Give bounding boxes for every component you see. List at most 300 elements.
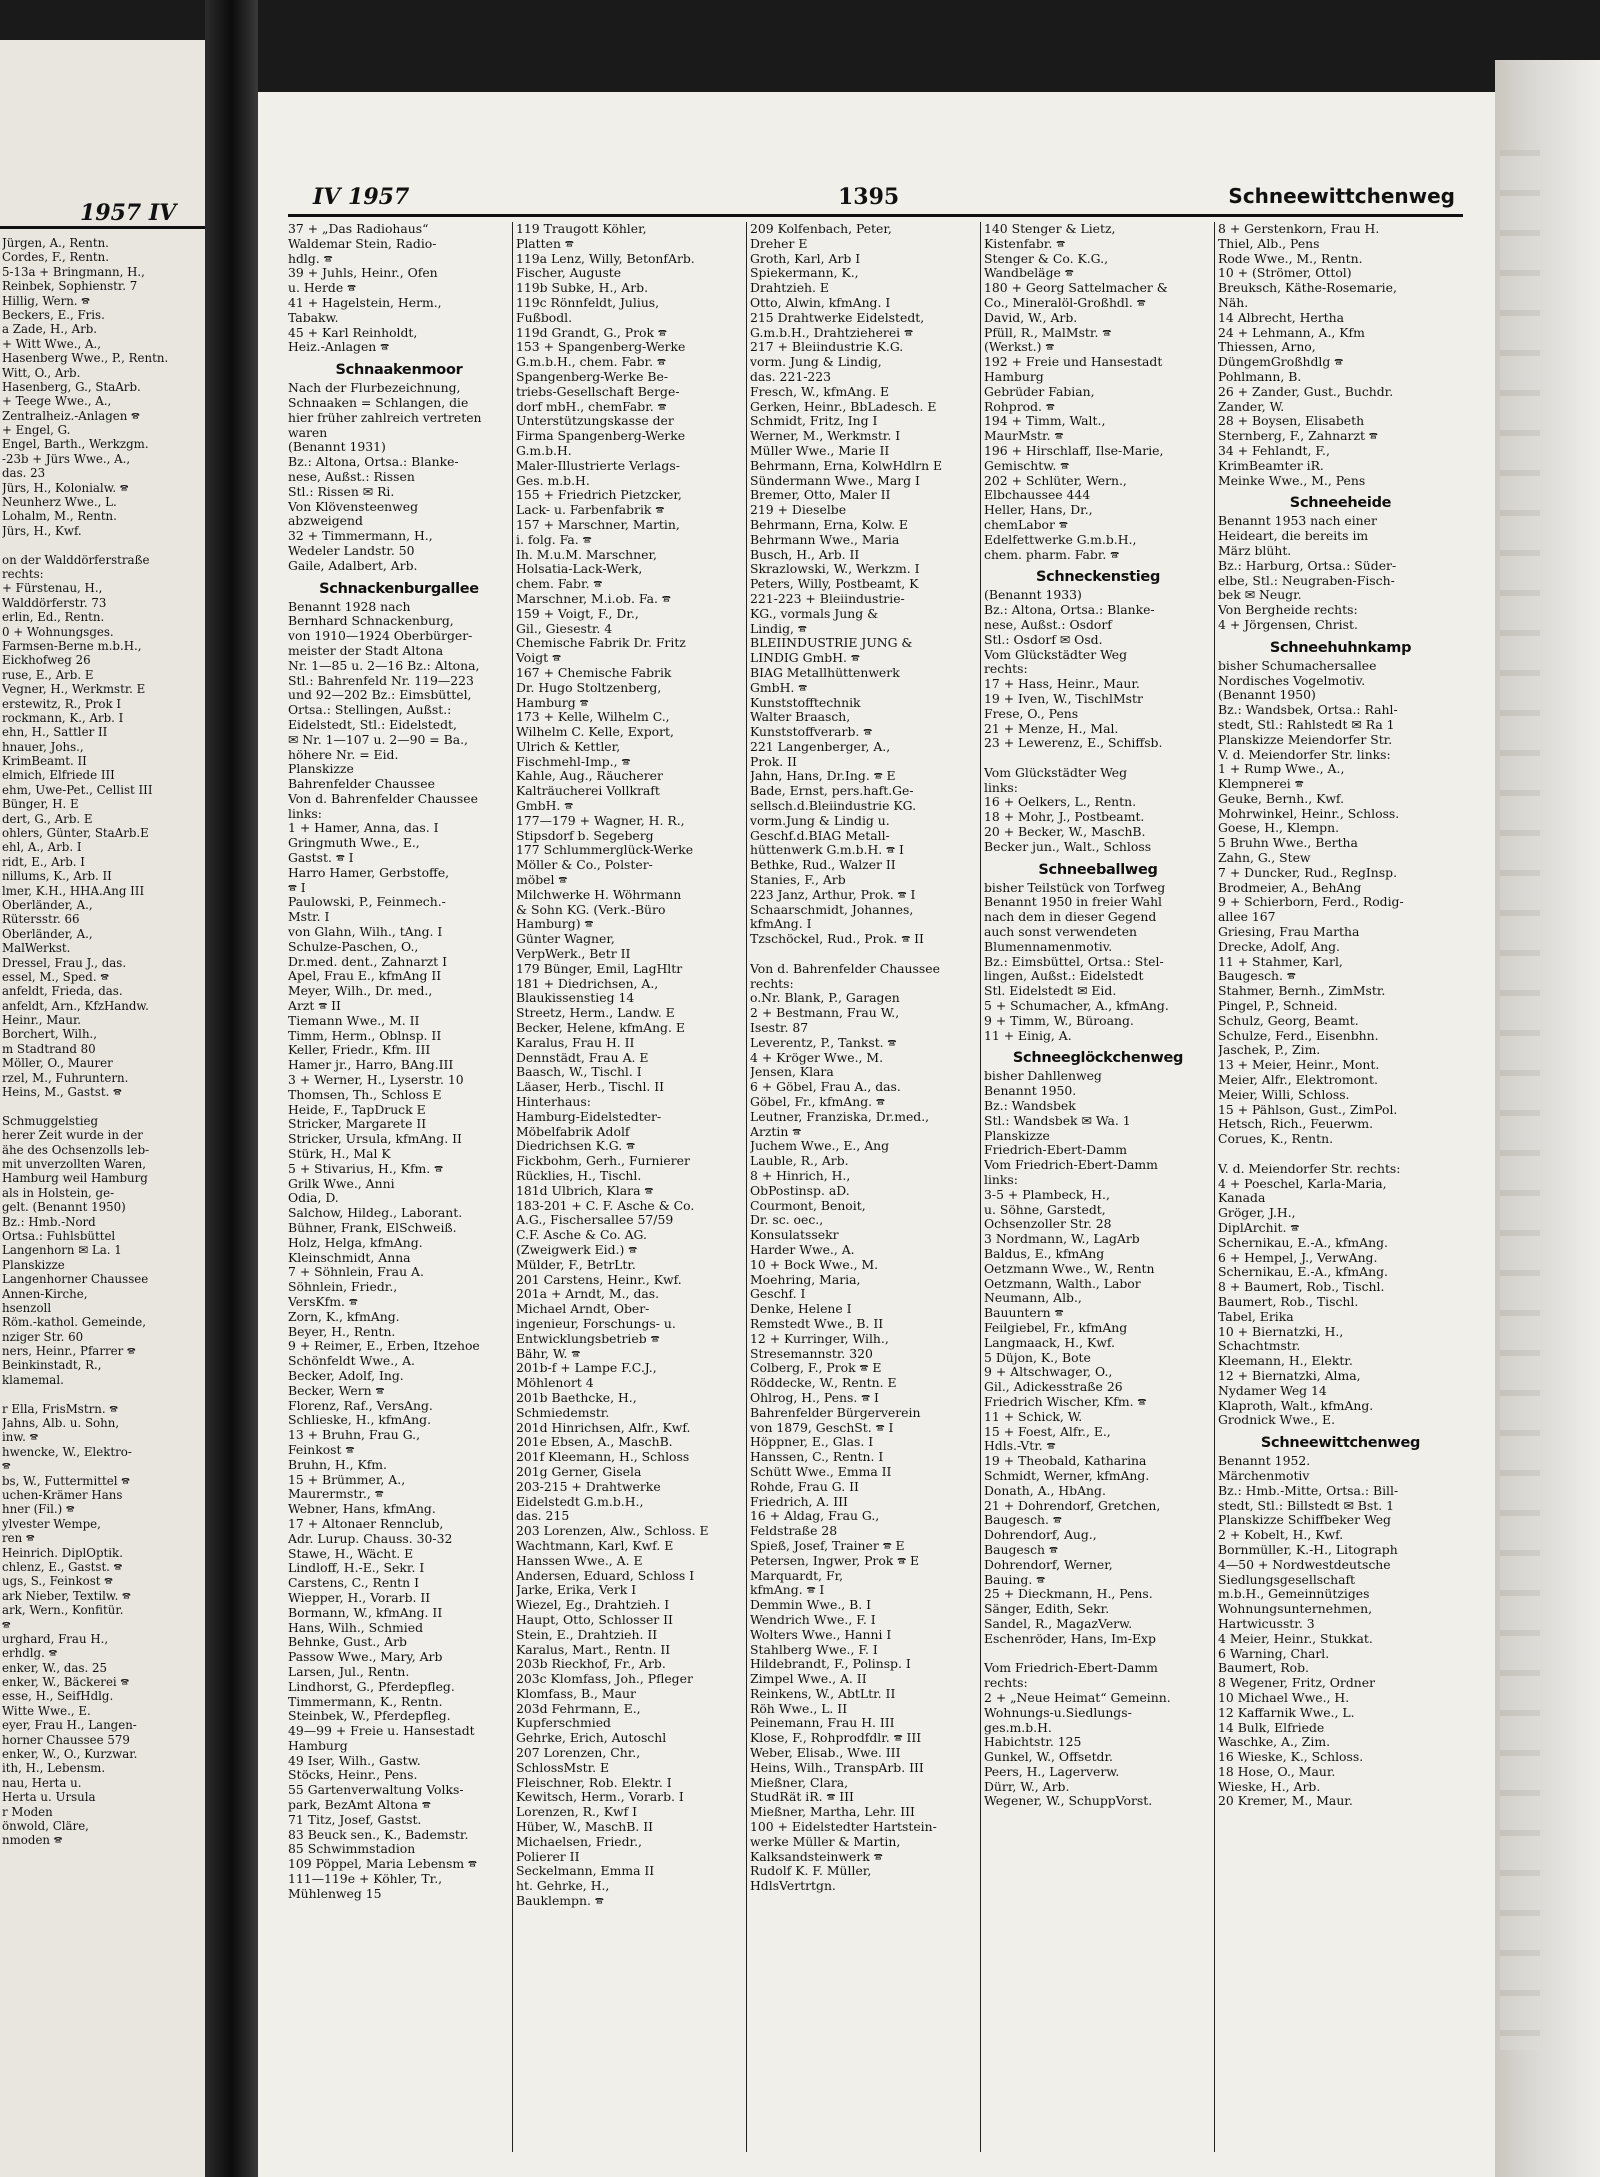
directory-entry: 71 Titz, Josef, Gastst. — [288, 1811, 422, 1827]
directory-entry: Paulowski, P., Feinmech.- — [288, 894, 446, 910]
directory-entry: Heinrich. DiplOptik. — [2, 1545, 123, 1560]
directory-entry: Lack- u. Farbenfabrik 🕿 — [516, 502, 665, 518]
directory-entry: Eidelstedt, Stl.: Eidelstedt, — [288, 716, 457, 732]
directory-entry: und 92—202 Bz.: Eimsbüttel, — [288, 687, 472, 703]
directory-entry: Adr. Lurup. Chauss. 30-32 — [288, 1530, 453, 1546]
directory-entry: 219 + Dieselbe — [750, 502, 847, 518]
directory-entry: Schmiedemstr. — [516, 1404, 610, 1420]
directory-entry: von 1910—1924 Oberbürger- — [288, 628, 473, 644]
directory-entry: Gebrüder Fabian, — [984, 383, 1095, 399]
directory-entry: 11 + Einig, A. — [984, 1027, 1072, 1043]
directory-entry: 9 + Timm, W., Büroang. — [984, 1012, 1134, 1028]
directory-entry: Habichtstr. 125 — [984, 1734, 1082, 1750]
directory-entry: 41 + Hagelstein, Herm., — [288, 294, 442, 310]
directory-entry: 10 + (Strömer, Ottol) — [1218, 265, 1352, 281]
directory-entry: vorm. Jung & Lindig, — [750, 354, 882, 370]
directory-entry: links: — [984, 1172, 1018, 1188]
directory-entry: r Ella, FrisMstrn. 🕿 — [2, 1401, 118, 1416]
directory-entry: Kalksandsteinwerk 🕿 — [750, 1848, 883, 1864]
directory-entry: Beckers, E., Fris. — [2, 307, 105, 322]
directory-column-3 — [750, 222, 978, 1894]
directory-entry: 19 + Iven, W., TischlMstr — [984, 690, 1143, 706]
directory-entry: C.F. Asche & Co. AG. — [516, 1227, 647, 1243]
directory-entry: + Fürstenau, H., — [2, 581, 103, 596]
directory-entry: 14 Bulk, Elfriede — [1218, 1719, 1325, 1735]
column-separator — [980, 222, 981, 2152]
directory-entry: 25 + Dieckmann, H., Pens. — [984, 1586, 1153, 1602]
directory-entry: Otto, Alwin, kfmAng. I — [750, 294, 891, 310]
directory-entry: Behrmann, Erna, Kolw. E — [750, 516, 908, 532]
directory-entry: Oetzmann Wwe., W., Rentn — [984, 1260, 1155, 1276]
directory-entry: abzweigend — [288, 513, 363, 529]
directory-entry: höhere Nr. = Eid. — [288, 746, 399, 762]
directory-entry: Prok. II — [750, 753, 797, 769]
directory-entry: Lohalm, M., Rentn. — [2, 509, 117, 524]
directory-entry: Stenger & Co. K.G., — [984, 250, 1109, 266]
directory-entry: Gringmuth Wwe., E., — [288, 835, 420, 851]
directory-entry: Remstedt Wwe., B. II — [750, 1315, 884, 1331]
directory-entry: Hartwicusstr. 3 — [1218, 1615, 1315, 1631]
directory-entry: Geschf.d.BIAG Metall- — [750, 827, 890, 843]
directory-entry: r Moden — [2, 1804, 53, 1819]
directory-entry: Bauuntern 🕿 — [984, 1305, 1064, 1321]
directory-entry: Gröger, J.H., — [1218, 1205, 1296, 1221]
directory-entry: 201e Ebsen, A., MaschB. — [516, 1434, 673, 1450]
directory-entry: Entwicklungsbetrieb 🕿 — [516, 1330, 660, 1346]
directory-entry: 159 + Voigt, F., Dr., — [516, 605, 639, 621]
directory-entry: Benannt 1952. — [1218, 1453, 1311, 1469]
directory-entry: urghard, Frau H., — [2, 1631, 109, 1646]
directory-entry: Wilhelm C. Kelle, Export, — [516, 724, 674, 740]
directory-entry: enker, W., Bäckerei 🕿 — [2, 1675, 129, 1690]
directory-entry: 119d Grandt, G., Prok 🕿 — [516, 324, 667, 340]
directory-entry: Stresemannstr. 320 — [750, 1345, 873, 1361]
directory-entry: Becker, Adolf, Ing. — [288, 1367, 404, 1383]
directory-entry: (Werkst.) 🕿 — [984, 339, 1055, 355]
directory-entry: Röddecke, W., Rentn. E — [750, 1375, 897, 1391]
directory-entry: Griesing, Frau Martha — [1218, 924, 1360, 940]
directory-entry: links: — [984, 779, 1018, 795]
directory-entry: nau, Herta u. — [2, 1775, 82, 1790]
directory-entry: 201a + Arndt, M., das. — [516, 1286, 660, 1302]
directory-entry: auch sonst verwendeten — [984, 924, 1138, 940]
directory-entry: Nr. 1—85 u. 2—16 Bz.: Altona, — [288, 657, 480, 673]
directory-entry: Baasch, W., Tischl. I — [516, 1064, 642, 1080]
directory-entry: Rücklies, H., Tischl. — [516, 1168, 642, 1183]
directory-entry: Stl.: Rissen ✉ Ri. — [288, 483, 395, 499]
directory-entry: 🕿 — [2, 1617, 11, 1632]
directory-entry: Walter Braasch, — [750, 709, 851, 725]
directory-entry: von 1879, GeschSt. 🕿 I — [750, 1419, 894, 1435]
column-separator — [1214, 222, 1215, 2152]
directory-entry: Zorn, K., kfmAng. — [288, 1308, 400, 1324]
left-page-header: 1957 IV — [80, 200, 177, 226]
directory-entry: m.b.H., Gemeinnütziges — [1218, 1586, 1370, 1602]
directory-entry: hwencke, W., Elektro- — [2, 1444, 132, 1459]
directory-entry: 17 + Hass, Heinr., Maur. — [984, 676, 1140, 692]
directory-entry: rockmann, K., Arb. I — [2, 710, 124, 725]
directory-entry: 109 Pöppel, Maria Lebensm 🕿 — [288, 1856, 477, 1872]
directory-entry: 203-215 + Drahtwerke — [516, 1478, 661, 1494]
directory-entry: KG., vormals Jung & — [750, 605, 879, 621]
directory-entry: Reinkens, W., AbtLtr. II — [750, 1685, 896, 1701]
directory-entry: Wegener, W., SchuppVorst. — [984, 1793, 1153, 1809]
directory-entry: Bz.: Harburg, Ortsa.: Süder- — [1218, 557, 1397, 573]
directory-entry: inw. 🕿 — [2, 1430, 39, 1445]
directory-entry: 11 + Stahmer, Karl, — [1218, 953, 1343, 969]
directory-entry: 215 Drahtwerke Eidelstedt, — [750, 309, 925, 325]
directory-entry: ruse, E., Arb. E — [2, 667, 94, 682]
directory-entry: Jahn, Hans, Dr.Ing. 🕿 E — [750, 768, 896, 784]
directory-entry: links: — [288, 805, 322, 821]
directory-entry: Lindhorst, G., Pferdepfleg. — [288, 1678, 455, 1694]
directory-entry: Odia, D. — [288, 1190, 339, 1206]
directory-entry: Behnke, Gust., Arb — [288, 1634, 407, 1650]
directory-entry: 21 + Dohrendorf, Gretchen, — [984, 1497, 1161, 1513]
directory-entry: Hamburg weil Hamburg — [2, 1171, 148, 1186]
directory-entry: 12 + Biernatzki, Alma, — [1218, 1367, 1361, 1383]
directory-entry: 16 + Oelkers, L., Rentn. — [984, 794, 1137, 810]
directory-entry: Bz.: Wandsbek — [984, 1098, 1076, 1114]
directory-entry — [2, 538, 202, 552]
directory-entry: waren — [288, 424, 328, 440]
directory-entry: Blumennamenmotiv. — [984, 938, 1113, 954]
directory-entry: Karalus, Frau H. II — [516, 1034, 635, 1050]
directory-entry: 5 Düjon, K., Bote — [984, 1349, 1091, 1365]
directory-entry: Harder Wwe., A. — [750, 1241, 855, 1257]
directory-entry: 181 + Diedrichsen, A., — [516, 975, 659, 991]
street-heading: Schneehuhnkamp — [1269, 639, 1412, 656]
directory-entry: 21 + Menze, H., Mal. — [984, 720, 1119, 736]
directory-entry: 32 + Timmermann, H., — [288, 528, 433, 544]
directory-entry: 6 + Göbel, Frau A., das. — [750, 1079, 901, 1095]
directory-entry: 19 + Theobald, Katharina — [984, 1453, 1147, 1469]
directory-entry: Günter Wagner, — [516, 931, 615, 947]
directory-entry: Skrazlowski, W., Werkzm. I — [750, 561, 920, 577]
directory-entry: März blüht. — [1218, 542, 1292, 558]
directory-entry: Weber, Elisab., Wwe. III — [750, 1745, 901, 1761]
directory-entry: ridt, E., Arb. I — [2, 854, 85, 869]
directory-entry: Hamburg) 🕿 — [516, 916, 594, 932]
directory-entry: 15 + Brümmer, A., — [288, 1471, 406, 1487]
directory-entry: Arztin 🕿 — [750, 1123, 802, 1139]
directory-entry: 5-13a + Bringmann, H., — [2, 264, 145, 279]
directory-entry: gelt. (Benannt 1950) — [2, 1200, 126, 1215]
directory-entry: Witt, O., Arb. — [2, 365, 81, 380]
directory-entry: Baugesch. 🕿 — [1218, 968, 1296, 984]
directory-entry: Bühner, Frank, ElSchweiß. — [288, 1220, 457, 1235]
directory-entry: Bormann, W., kfmAng. II — [288, 1604, 443, 1620]
directory-entry: Timmermann, K., Rentn. — [288, 1693, 443, 1709]
directory-entry: Söhnlein, Friedr., — [288, 1279, 398, 1295]
main-page — [258, 92, 1495, 2177]
directory-entry: Spangenberg-Werke Be- — [516, 368, 669, 384]
directory-entry: Seckelmann, Emma II — [516, 1863, 655, 1879]
directory-entry: 8 + Hinrich, H., — [750, 1168, 851, 1183]
directory-entry: Courmont, Benoit, — [750, 1197, 866, 1213]
directory-entry — [2, 1099, 202, 1113]
directory-entry: Pfüll, R., MalMstr. 🕿 — [984, 324, 1112, 340]
directory-entry: Borchert, Wilh., — [2, 1027, 98, 1042]
directory-entry: Dürr, W., Arb. — [984, 1778, 1070, 1794]
directory-entry: Höppner, E., Glas. I — [750, 1434, 874, 1450]
directory-entry: hdlg. 🕿 — [288, 250, 333, 266]
directory-entry: Hamburg 🕿 — [516, 694, 589, 710]
directory-entry: Gerken, Heinr., BbLadesch. E — [750, 398, 937, 414]
directory-entry: nziger Str. 60 — [2, 1329, 84, 1344]
directory-entry: Heide, F., TapDruck E — [288, 1101, 426, 1117]
directory-entry: Hetsch, Rich., Feuerwm. — [1218, 1116, 1374, 1132]
directory-entry: Kahle, Aug., Räucherer — [516, 768, 663, 784]
directory-entry: Dennstädt, Frau A. E — [516, 1049, 649, 1065]
directory-entry: Schachtmstr. — [1218, 1338, 1301, 1354]
directory-entry: Jürs, H., Kolonialw. 🕿 — [2, 480, 129, 495]
directory-entry: 6 Warning, Charl. — [1218, 1645, 1330, 1661]
directory-entry: Fickbohm, Gerh., Furnierer — [516, 1153, 690, 1169]
directory-entry: ehn, H., Sattler II — [2, 725, 108, 740]
directory-entry: Fleischner, Rob. Elektr. I — [516, 1774, 672, 1790]
directory-entry: Hdls.-Vtr. 🕿 — [984, 1438, 1056, 1454]
directory-entry: enker, W., das. 25 — [2, 1660, 108, 1675]
directory-entry: Baumert, Rob., Tischl. — [1218, 1293, 1359, 1309]
directory-entry: bisher Schumachersallee — [1218, 657, 1377, 673]
directory-entry: nmoden 🕿 — [2, 1833, 63, 1848]
directory-entry: Gaile, Adalbert, Arb. — [288, 557, 418, 573]
street-heading: Schneeglöckchenweg — [1012, 1050, 1184, 1067]
directory-entry: Schernikau, E.-A., kfmAng. — [1218, 1234, 1388, 1250]
directory-entry: Werner, M., Werkmstr. I — [750, 428, 901, 444]
directory-entry — [2, 1387, 202, 1401]
directory-entry: Baugesch. 🕿 — [984, 1512, 1062, 1528]
directory-entry: kfmAng. 🕿 I — [750, 1582, 825, 1598]
directory-entry: Larsen, Jul., Rentn. — [288, 1663, 410, 1679]
directory-entry: 157 + Marschner, Martin, — [516, 516, 680, 532]
directory-entry: 217 + Bleiindustrie K.G. — [750, 339, 904, 355]
directory-entry: hüttenwerk G.m.b.H. 🕿 I — [750, 842, 904, 858]
directory-entry: Farmsen-Berne m.b.H., — [2, 638, 142, 653]
left-header-rule — [0, 226, 205, 229]
directory-entry: Von d. Bahrenfelder Chaussee — [288, 790, 478, 806]
directory-entry: bisher Teilstück von Torfweg — [984, 879, 1166, 895]
directory-entry: Möller & Co., Polster- — [516, 857, 653, 873]
directory-entry: Heller, Hans, Dr., — [984, 502, 1093, 518]
directory-entry: Märchenmotiv — [1218, 1467, 1310, 1483]
directory-entry: Eickhofweg 26 — [2, 653, 91, 668]
directory-entry: u. Herde 🕿 — [288, 280, 356, 296]
directory-entry: 2 + Bestmann, Frau W., — [750, 1005, 900, 1021]
directory-entry: Stl. Eidelstedt ✉ Eid. — [984, 983, 1117, 999]
directory-entry: Fußbodl. — [516, 309, 573, 325]
directory-entry: Lorenzen, R., Kwf I — [516, 1804, 638, 1820]
directory-entry: Arzt 🕿 II — [288, 998, 341, 1014]
directory-entry: rzel, M., Fuhruntern. — [2, 1070, 129, 1085]
directory-entry: Bremer, Otto, Maler II — [750, 487, 891, 503]
directory-entry: Stahlberg Wwe., F. I — [750, 1641, 878, 1657]
directory-entry: Oberländer, A., — [2, 897, 93, 912]
directory-entry: nillums, K., Arb. II — [2, 869, 112, 884]
directory-entry: -23b + Jürs Wwe., A., — [2, 451, 131, 466]
directory-entry: Apel, Frau E., kfmAng II — [288, 968, 442, 984]
directory-entry: hier früher zahlreich vertreten — [288, 409, 482, 425]
directory-entry: ähe des Ochsenzolls leb- — [2, 1142, 150, 1157]
directory-entry: + Teege Wwe., A., — [2, 394, 112, 409]
directory-entry: Fresch, W., kfmAng. E — [750, 383, 890, 399]
directory-entry: Schönfeldt Wwe., A. — [288, 1353, 415, 1369]
directory-entry: Witte Wwe., E. — [2, 1703, 91, 1718]
directory-entry: 1 + Hamer, Anna, das. I — [288, 820, 439, 836]
directory-entry: Bz.: Eimsbüttel, Ortsa.: Stel- — [984, 953, 1164, 969]
directory-entry: Planskizze Schiffbeker Weg — [1218, 1512, 1391, 1528]
directory-entry: Co., Mineralöl-Großhdl. 🕿 — [984, 294, 1146, 310]
column-separator — [746, 222, 747, 2152]
directory-entry: 207 Lorenzen, Chr., — [516, 1745, 641, 1761]
directory-entry: ylvester Wempe, — [2, 1516, 101, 1531]
directory-entry: 221 Langenberger, A., — [750, 738, 891, 754]
directory-entry: Schlieske, H., kfmAng. — [288, 1412, 432, 1428]
directory-entry: 34 + Fehlandt, F., — [1218, 442, 1330, 458]
directory-entry: Holsatia-Lack-Werk, — [516, 561, 643, 577]
directory-entry: lingen, Außst.: Eidelstedt — [984, 968, 1144, 984]
directory-entry: Vom Glückstädter Weg — [984, 764, 1128, 780]
directory-entry: Pohlmann, B. — [1218, 368, 1302, 384]
directory-entry: 49—99 + Freie u. Hansestadt — [288, 1723, 475, 1739]
directory-entry: bek ✉ Neugr. — [1218, 587, 1302, 603]
directory-entry: Timm, Herm., Oblnsp. II — [288, 1027, 442, 1043]
street-heading: Schneeballweg — [1038, 861, 1158, 878]
directory-entry: Wolters Wwe., Hanni I — [750, 1626, 892, 1642]
directory-entry: Moehring, Maria, — [750, 1271, 861, 1287]
directory-entry: 177 Schlummerglück-Werke — [516, 842, 694, 858]
directory-entry: 177—179 + Wagner, H. R., — [516, 812, 685, 828]
directory-entry: Busch, H., Arb. II — [750, 546, 860, 562]
directory-entry: Zahn, G., Stew — [1218, 850, 1311, 866]
directory-entry: Colberg, F., Prok 🕿 E — [750, 1360, 882, 1376]
directory-entry: Nordisches Vogelmotiv. — [1218, 672, 1366, 688]
directory-entry: Maler-Illustrierte Verlags- — [516, 457, 680, 473]
directory-entry: Edelfettwerke G.m.b.H., — [984, 531, 1137, 547]
directory-entry: ners, Heinr., Pfarrer 🕿 — [2, 1344, 136, 1359]
directory-entry: Kewitsch, Herm., Vorarb. I — [516, 1789, 684, 1805]
directory-entry: 8 Wegener, Fritz, Ordner — [1218, 1675, 1376, 1691]
directory-entry: Dreher E — [750, 235, 808, 251]
directory-entry: Möbelfabrik Adolf — [516, 1123, 630, 1139]
directory-entry: Vom Glückstädter Weg — [984, 646, 1128, 662]
directory-entry: Firma Spangenberg-Werke — [516, 428, 686, 444]
left-page — [0, 40, 205, 2177]
directory-entry: Webner, Hans, kfmAng. — [288, 1501, 436, 1517]
directory-entry: Zimpel Wwe., A. II — [750, 1671, 867, 1687]
directory-entry: Andersen, Eduard, Schloss I — [516, 1567, 695, 1583]
directory-entry: eyer, Frau H., Langen- — [2, 1718, 137, 1733]
directory-entry: Heins, Wilh., TranspArb. III — [750, 1759, 924, 1775]
directory-entry: Heins, M., Gastst. 🕿 — [2, 1085, 122, 1100]
directory-entry: Bünger, H. E — [2, 797, 79, 812]
directory-entry: bisher Dahllenweg — [984, 1068, 1102, 1084]
directory-entry: Fischer, Auguste — [516, 265, 622, 281]
directory-entry: ✉ Nr. 1—107 u. 2—90 = Ba., — [288, 731, 468, 747]
directory-entry: (Zweigwerk Eid.) 🕿 — [516, 1241, 638, 1257]
directory-entry: Rütersstr. 66 — [2, 912, 80, 927]
directory-entry: Kalträucherei Vollkraft — [516, 783, 660, 799]
directory-entry: 14 Albrecht, Hertha — [1218, 309, 1344, 325]
scan-artifact — [1500, 150, 1540, 2050]
directory-entry: Mstr. I — [288, 909, 330, 925]
directory-entry: lmer, K.H., HHA.Ang III — [2, 883, 145, 898]
directory-entry: 119b Subke, H., Arb. — [516, 280, 649, 296]
directory-entry: Thomsen, Th., Schloss E — [288, 1086, 442, 1102]
directory-entry: Schmidt, Fritz, Ing I — [750, 413, 878, 429]
directory-entry: Benannt 1953 nach einer — [1218, 513, 1377, 529]
directory-entry: Stipsdorf b. Segeberg — [516, 827, 654, 843]
directory-entry: esse, H., SeifHdlg. — [2, 1689, 114, 1704]
directory-entry: MalWerkst. — [2, 941, 71, 956]
directory-entry: KrimBeamter iR. — [1218, 457, 1324, 473]
directory-entry: kfmAng. I — [750, 916, 812, 932]
directory-entry: Waschke, A., Zim. — [1218, 1734, 1331, 1750]
directory-entry: 201g Gerner, Gisela — [516, 1463, 642, 1479]
directory-entry: 194 + Timm, Walt., — [984, 413, 1106, 429]
directory-entry: ehm, Uwe-Pet., Cellist III — [2, 782, 153, 797]
directory-entry: Lindloff, H.-E., Sekr. I — [288, 1560, 425, 1576]
directory-entry: Marquardt, Fr, — [750, 1567, 844, 1583]
directory-entry: David, W., Arb. — [984, 309, 1078, 325]
directory-entry: 180 + Georg Sattelmacher & — [984, 280, 1168, 296]
directory-entry: Von Bergheide rechts: — [1218, 602, 1358, 618]
directory-entry: Kleinschmidt, Anna — [288, 1249, 411, 1265]
directory-entry: von Glahn, Wilh., tAng. I — [288, 924, 443, 940]
directory-entry: Dr. Hugo Stoltzenberg, — [516, 679, 662, 695]
directory-entry: Michaelsen, Friedr., — [516, 1833, 642, 1849]
directory-entry: Gil., Giesestr. 4 — [516, 620, 613, 636]
directory-entry: önwold, Cläre, — [2, 1818, 89, 1833]
directory-entry: (Benannt 1950) — [1218, 687, 1316, 703]
directory-entry: rechts: — [2, 566, 44, 581]
directory-entry: Becker, Wern 🕿 — [288, 1382, 385, 1398]
directory-entry: Langenhorn ✉ La. 1 — [2, 1243, 122, 1258]
directory-entry: rechts: — [984, 1675, 1028, 1691]
directory-entry: Tabakw. — [288, 309, 339, 325]
directory-entry: Behrmann Wwe., Maria — [750, 531, 900, 547]
directory-entry: Von d. Bahrenfelder Chaussee — [750, 960, 940, 976]
directory-entry: Goese, H., Klempn. — [1218, 820, 1340, 836]
directory-entry: Polierer II — [516, 1848, 580, 1864]
directory-entry: Hamburg — [288, 1737, 348, 1753]
directory-entry: 13 + Bruhn, Frau G., — [288, 1427, 421, 1443]
directory-entry: Demmin Wwe., B. I — [750, 1597, 872, 1613]
directory-entry: Engel, Barth., Werkzgm. — [2, 437, 149, 452]
directory-entry: Stein, E., Drahtzieh. II — [516, 1626, 658, 1642]
directory-entry: 140 Stenger & Lietz, — [984, 222, 1116, 236]
directory-entry: (Benannt 1933) — [984, 587, 1082, 603]
directory-entry: chlenz, E., Gastst. 🕿 — [2, 1559, 123, 1574]
directory-entry: anfeldt, Frieda, das. — [2, 984, 123, 999]
directory-entry: 10 + Bock Wwe., M. — [750, 1256, 879, 1272]
directory-entry: 18 + Mohr, J., Postbeamt. — [984, 809, 1145, 825]
directory-entry: Konsulatssekr — [750, 1227, 839, 1243]
directory-entry: 3 + Werner, H., Lyserstr. 10 — [288, 1072, 464, 1088]
directory-entry: 2 + „Neue Heimat“ Gemeinn. — [984, 1689, 1171, 1705]
directory-entry: 203d Fehrmann, E., — [516, 1700, 641, 1716]
directory-entry: ohlers, Günter, StaArb.E — [2, 826, 149, 841]
directory-entry: 4 Meier, Heinr., Stukkat. — [1218, 1630, 1373, 1646]
directory-entry: Baugesch 🕿 — [984, 1541, 1058, 1557]
directory-entry: Mießner, Clara, — [750, 1774, 849, 1790]
directory-entry: 9 + Schierborn, Ferd., Rodig- — [1218, 894, 1404, 910]
directory-entry: 3-5 + Plambeck, H., — [984, 1186, 1110, 1202]
directory-entry: 9 + Altschwager, O., — [984, 1364, 1113, 1380]
directory-entry: ark, Wern., Konfitür. — [2, 1603, 124, 1618]
directory-entry: Vegner, H., Werkmstr. E — [2, 682, 146, 697]
